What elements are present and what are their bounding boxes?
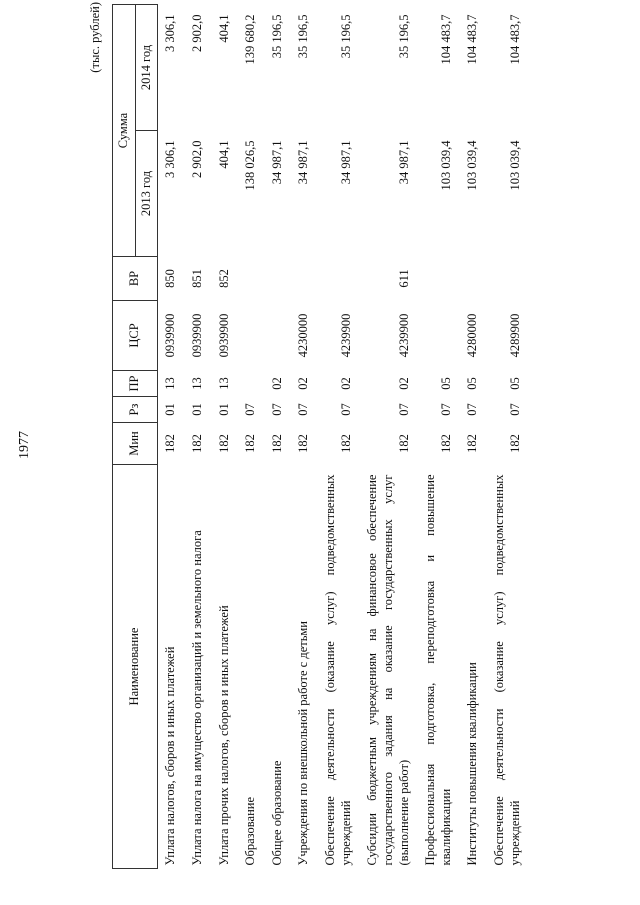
cell-name: Общее образование [269,760,284,866]
cell-rz: 07 [396,403,411,416]
cell-csr: 0939900 [216,313,231,358]
cell-2013: 2 902,0 [189,140,204,178]
cell-min: 182 [338,434,353,453]
cell-2013: 34 987,1 [269,140,284,185]
cell-csr [418,301,460,371]
cell-rz: 07 [438,403,453,416]
cell-2014: 104 483,7 [507,14,522,65]
table-row [318,5,360,869]
cell-2014: 35 196,5 [269,14,284,59]
cell-csr: 0939900 [189,313,204,358]
units-label: (тыс. рублей) [88,2,102,73]
cell-min: 182 [396,434,411,453]
cell-pr [238,371,265,397]
table-row [460,5,487,869]
table-header [113,5,158,869]
cell-pr: 05 [438,377,453,390]
table-row [265,5,292,869]
cell-min: 182 [465,434,480,453]
cell-2014: 3 306,1 [163,14,178,52]
table-body [158,5,530,869]
cell-2013: 103 039,4 [438,140,453,191]
cell-rz: 01 [163,403,178,416]
cell-min: 182 [243,434,258,453]
cell-name: Профессиональная подготовка, переподготовка и повышение квалификации [423,474,453,866]
cell-csr: 4239900 [338,313,353,358]
cell-rz: 07 [465,403,480,416]
cell-pr: 13 [189,377,204,390]
header-name: Наименование [113,465,158,869]
cell-csr [265,301,292,371]
table-row [418,5,460,869]
cell-name: Образование [243,796,258,866]
cell-pr: 13 [216,377,231,390]
cell-vr: 851 [189,269,204,288]
cell-2014: 35 196,5 [296,14,311,59]
cell-min: 182 [507,434,522,453]
header-vr: ВР [113,257,158,301]
cell-name: Субсидии бюджетным учреждениям на финансовое обеспечение государственного задания на оказание государственных услуг (выполнение работ) [365,474,411,866]
cell-2014: 35 196,5 [338,14,353,59]
cell-rz: 07 [507,403,522,416]
cell-pr: 13 [163,377,178,390]
cell-min: 182 [296,434,311,453]
cell-pr: 02 [338,377,353,390]
cell-vr [238,257,265,301]
cell-2014: 2 902,0 [189,14,204,52]
cell-vr [318,257,360,301]
cell-pr: 02 [269,377,284,390]
page-number: 1977 [17,431,32,459]
cell-name: Обеспечение деятельности (оказание услуг) подведомственных учреждений [323,474,353,866]
cell-2014: 404,1 [216,14,231,43]
cell-2013: 404,1 [216,140,231,169]
table-row [487,5,529,869]
table-row [238,5,265,869]
cell-vr: 852 [216,269,231,288]
cell-name: Уплата прочих налогов, сборов и иных платежей [216,605,231,866]
header-sum: Сумма [113,5,136,257]
cell-name: Институты повышения квалификации [465,662,480,866]
cell-pr: 02 [396,377,411,390]
cell-2013: 103 039,4 [507,140,522,191]
cell-rz: 07 [269,403,284,416]
cell-name: Уплата налога на имущество организаций и земельного налога [189,530,204,866]
cell-pr: 02 [296,377,311,390]
cell-csr: 4230000 [296,313,311,358]
cell-min: 182 [163,434,178,453]
table-row [158,5,185,869]
cell-vr [487,257,529,301]
cell-rz: 07 [243,403,258,416]
cell-min: 182 [189,434,204,453]
cell-rz: 07 [296,403,311,416]
cell-min: 182 [438,434,453,453]
table-row [360,5,418,869]
header-2014: 2014 год [135,5,158,131]
cell-min: 182 [216,434,231,453]
cell-vr [265,257,292,301]
cell-vr: 850 [163,269,178,288]
header-rz: Рз [113,397,158,423]
header-min: Мин [113,423,158,465]
budget-table [112,4,529,869]
cell-name: Учреждения по внешкольной работе с детьми [296,620,311,866]
cell-vr [291,257,318,301]
rotated-sheet [84,0,624,875]
cell-name: Уплата налогов, сборов и иных платежей [163,646,178,866]
table-row [291,5,318,869]
cell-2014: 104 483,7 [438,14,453,65]
cell-2013: 34 987,1 [338,140,353,185]
header-pr: ПР [113,371,158,397]
cell-2013: 3 306,1 [163,140,178,178]
cell-rz: 01 [189,403,204,416]
cell-name: Обеспечение деятельности (оказание услуг) подведомственных учреждений [492,474,522,866]
cell-rz: 07 [338,403,353,416]
cell-pr: 05 [465,377,480,390]
cell-rz: 01 [216,403,231,416]
cell-csr: 4289900 [507,313,522,358]
cell-2013: 138 026,5 [243,140,258,191]
header-csr: ЦСР [113,301,158,371]
cell-2014: 139 680,2 [243,14,258,65]
cell-csr: 4280000 [465,313,480,358]
cell-2013: 103 039,4 [465,140,480,191]
cell-min: 182 [269,434,284,453]
cell-vr [460,257,487,301]
cell-csr [238,301,265,371]
cell-2013: 34 987,1 [396,140,411,185]
cell-2014: 35 196,5 [396,14,411,59]
cell-vr [418,257,460,301]
cell-2013: 34 987,1 [296,140,311,185]
cell-pr: 05 [507,377,522,390]
cell-2014: 104 483,7 [465,14,480,65]
table-row [212,5,239,869]
table-row [185,5,212,869]
budget-table-page [84,0,624,875]
header-2013: 2013 год [135,131,158,257]
cell-csr: 0939900 [163,313,178,358]
cell-vr: 611 [396,269,411,288]
cell-csr: 4239900 [396,313,411,358]
